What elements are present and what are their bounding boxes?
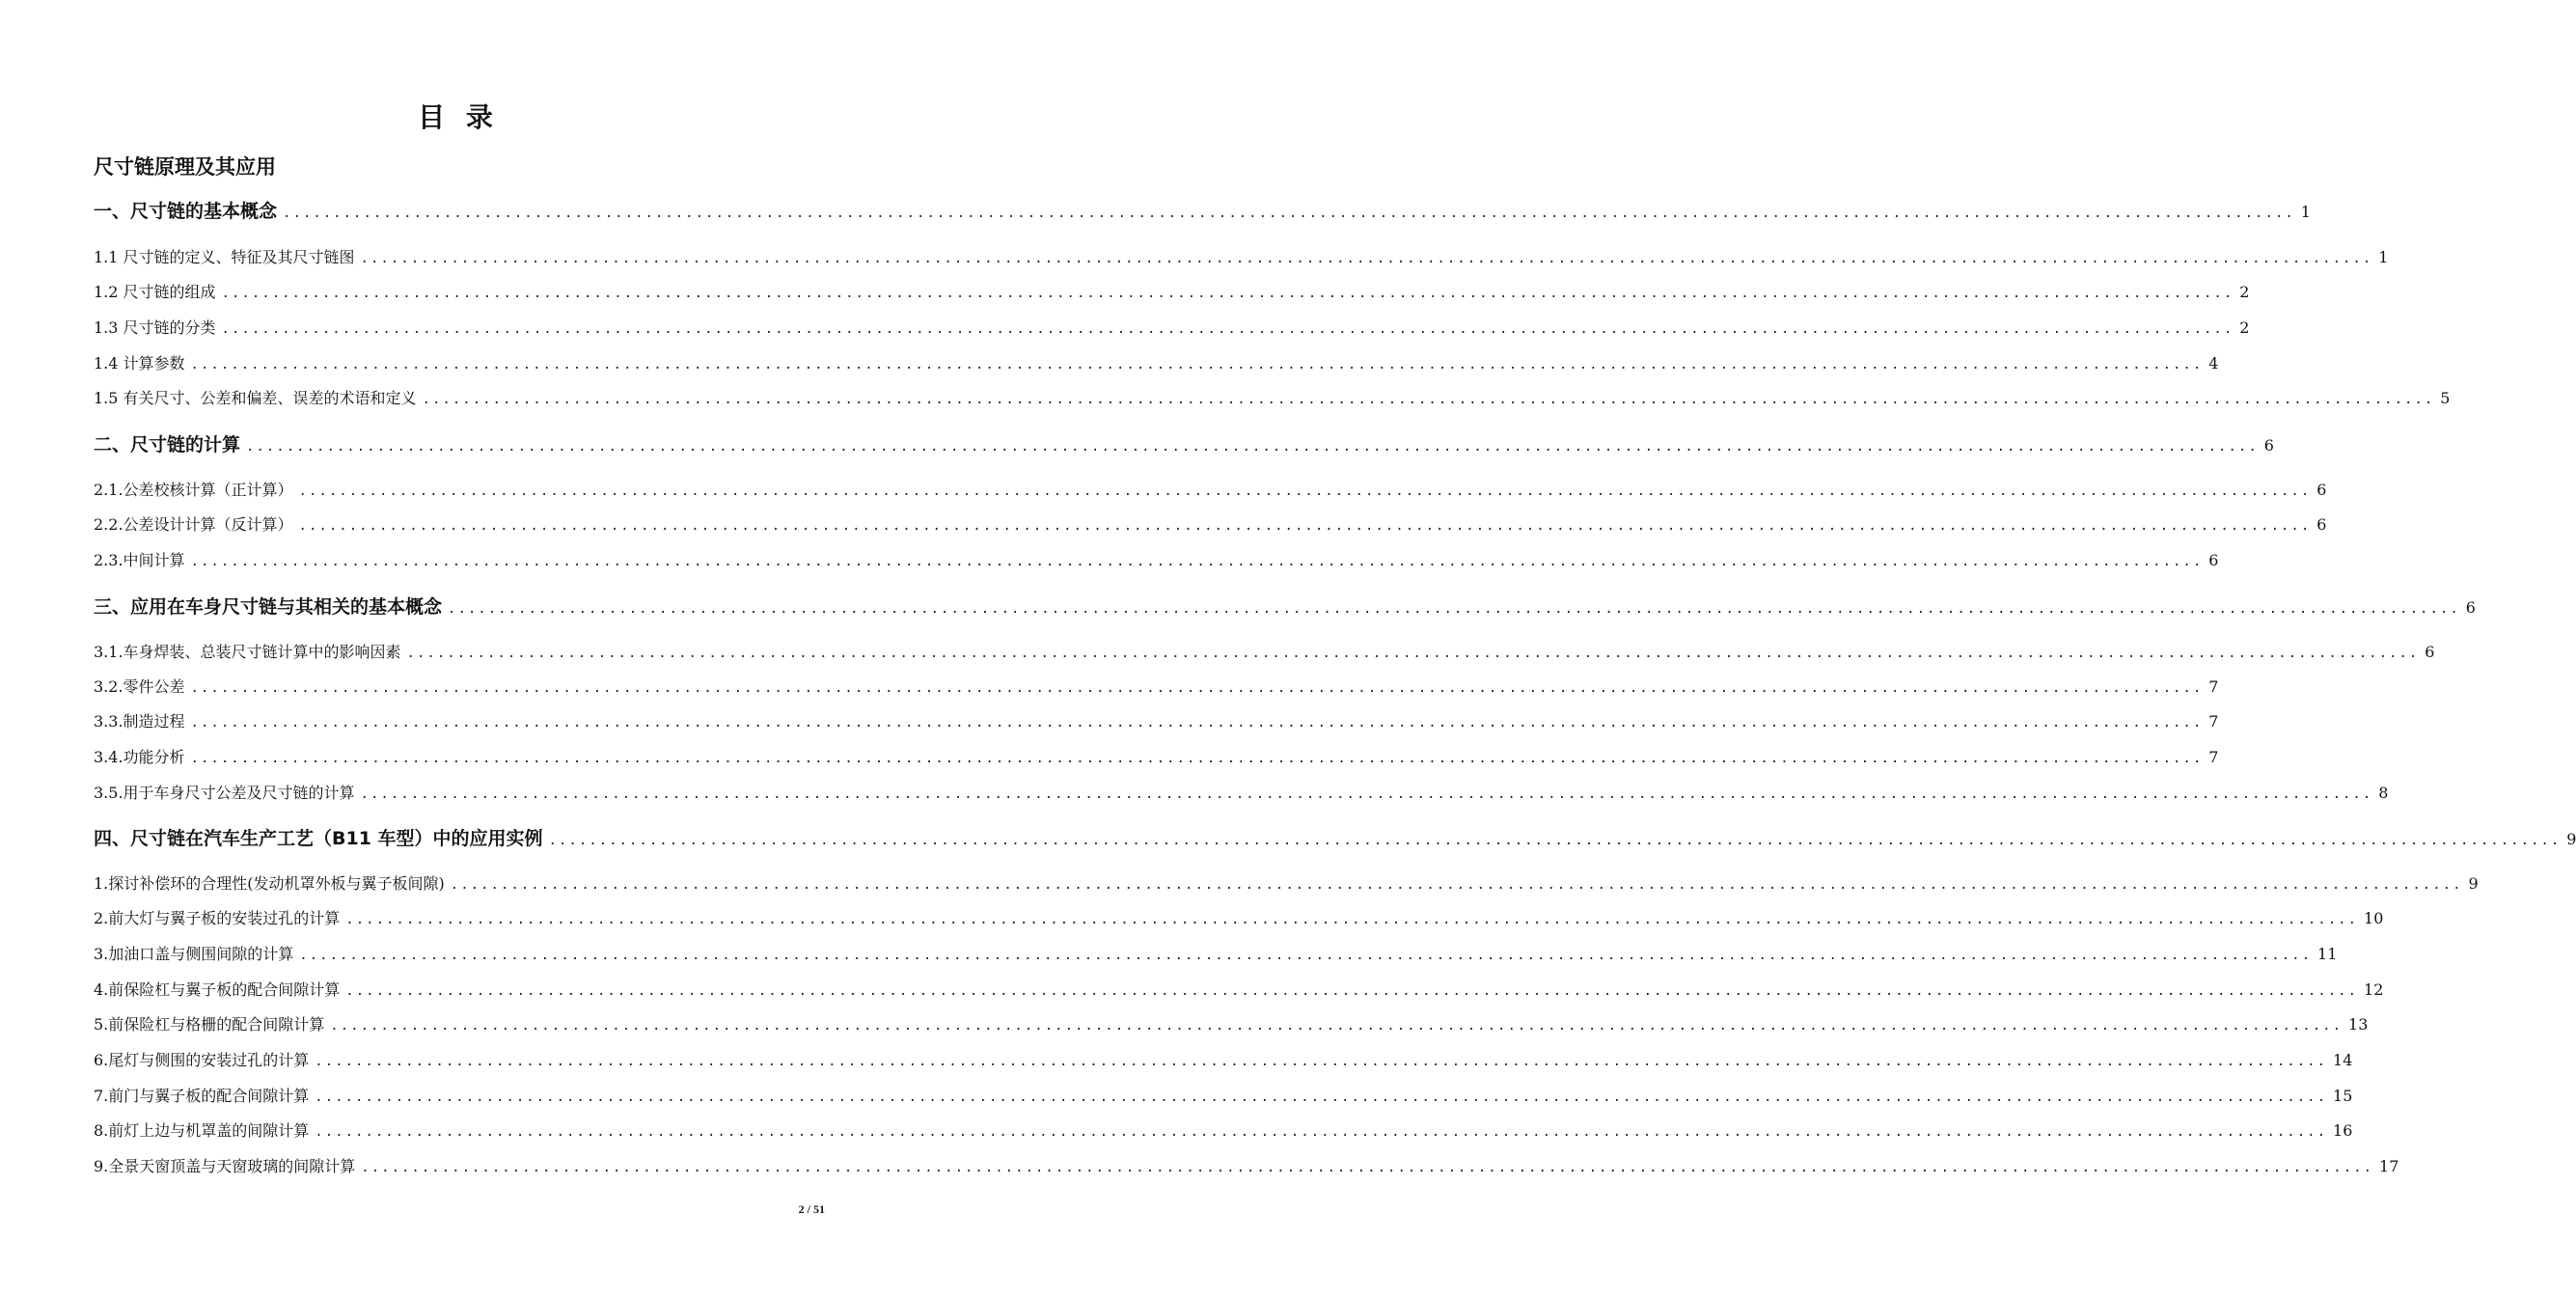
toc-section-entry[interactable] [94, 642, 2435, 665]
toc-section-entry[interactable] [94, 480, 2327, 503]
toc-entry-label: 2.2.公差设计计算（反计算） [94, 515, 293, 534]
dot-leader: ........................................................................................................................................................................................................ [221, 286, 2234, 301]
dot-leader: ........................................................................................................................................................................................................ [190, 554, 2204, 569]
toc-entry-label: 1.3 尺寸链的分类 [94, 318, 216, 337]
dot-leader: ........................................................................................................................................................................................................ [315, 1124, 2328, 1140]
toc-entry-page-number: 14 [2333, 1051, 2353, 1069]
page-indicator: 2 / 51 [798, 1202, 825, 1216]
toc-entry-label: 3.加油口盖与侧围间隙的计算 [94, 945, 294, 963]
dot-leader: ........................................................................................................................................................................................................ [345, 983, 2359, 999]
toc-section-entry[interactable] [94, 247, 2389, 270]
toc-chapter-entry[interactable] [94, 434, 2274, 457]
toc-entry-label: 3.4.功能分析 [94, 748, 185, 766]
toc-chapter-entry[interactable] [94, 828, 2576, 851]
toc-entry-page-number: 9 [2468, 874, 2479, 893]
toc-entry-label: 一、尺寸链的基本概念 [94, 201, 278, 222]
toc-entry-label: 9.全景天窗顶盖与天窗玻璃的间隙计算 [94, 1157, 356, 1175]
toc-entry-label: 4.前保险杠与翼子板的配合间隙计算 [94, 980, 341, 999]
dot-leader: ........................................................................................................................................................................................................ [190, 680, 2204, 696]
toc-entry-label: 1.4 计算参数 [94, 354, 185, 373]
toc-entry-page-number: 17 [2379, 1157, 2399, 1175]
toc-entry-page-number: 11 [2317, 945, 2338, 963]
toc-entry-label: 2.3.中间计算 [94, 551, 185, 569]
toc-entry-page-number: 6 [2263, 436, 2274, 455]
dot-leader: ........................................................................................................................................................................................................ [190, 357, 2204, 373]
toc-entry-page-number: 16 [2333, 1121, 2353, 1140]
dot-leader: ........................................................................................................................................................................................................ [190, 751, 2204, 766]
toc-section-entry[interactable] [94, 908, 2384, 931]
toc-entry-page-number: 12 [2364, 980, 2384, 999]
toc-section-entry[interactable] [94, 944, 2338, 967]
toc-entry-page-number: 8 [2378, 784, 2389, 802]
toc-entry-page-number: 1 [2300, 203, 2311, 221]
toc-entry-label: 8.前灯上边与机罩盖的间隙计算 [94, 1121, 310, 1140]
dot-leader: ........................................................................................................................................................................................................ [548, 833, 2562, 848]
toc-entry-page-number: 4 [2208, 354, 2219, 373]
dot-leader: ........................................................................................................................................................................................................ [361, 1160, 2374, 1175]
toc-section-entry[interactable] [94, 1014, 2369, 1037]
toc-section-entry[interactable] [94, 783, 2389, 806]
toc-section-entry[interactable] [94, 873, 2479, 897]
toc-section-entry[interactable] [94, 676, 2219, 700]
dot-leader: ........................................................................................................................................................................................................ [345, 912, 2359, 927]
toc-entry-page-number: 10 [2364, 909, 2384, 927]
toc-section-entry[interactable] [94, 317, 2250, 341]
toc-entry-label: 7.前门与翼子板的配合间隙计算 [94, 1087, 310, 1105]
toc-section-entry[interactable] [94, 980, 2384, 1003]
toc-section-entry[interactable] [94, 711, 2219, 734]
dot-leader: ........................................................................................................................................................................................................ [246, 439, 2259, 455]
toc-section-entry[interactable] [94, 747, 2219, 770]
toc-entry-page-number: 2 [2239, 283, 2250, 301]
dot-leader: ........................................................................................................................................................................................................ [298, 518, 2312, 534]
dot-leader: ........................................................................................................................................................................................................ [422, 392, 2435, 407]
toc-section-entry[interactable] [94, 1050, 2353, 1073]
toc-section-entry[interactable] [94, 1086, 2353, 1109]
dot-leader: ........................................................................................................................................................................................................ [315, 1090, 2328, 1105]
dot-leader: ........................................................................................................................................................................................................ [330, 1018, 2343, 1034]
toc-entry-label: 三、应用在车身尺寸链与其相关的基本概念 [94, 596, 443, 618]
toc-section-entry[interactable] [94, 282, 2250, 305]
document-subtitle: 尺寸链原理及其应用 [94, 155, 276, 179]
toc-entry-label: 2.1.公差校核计算（正计算） [94, 481, 293, 499]
dot-leader: ........................................................................................................................................................................................................ [448, 601, 2460, 617]
toc-entry-page-number: 7 [2208, 712, 2219, 731]
toc-entry-label: 3.3.制造过程 [94, 712, 185, 731]
toc-entry-label: 3.1.车身焊装、总装尺寸链计算中的影响因素 [94, 643, 401, 661]
toc-section-entry[interactable] [94, 514, 2327, 538]
toc-entry-page-number: 6 [2316, 481, 2327, 499]
toc-entry-page-number: 6 [2465, 598, 2476, 617]
toc-entry-label: 3.5.用于车身尺寸公差及尺寸链的计算 [94, 784, 355, 802]
toc-entry-page-number: 13 [2348, 1015, 2369, 1034]
dot-leader: ........................................................................................................................................................................................................ [315, 1054, 2328, 1069]
toc-entry-page-number: 1 [2378, 248, 2389, 266]
toc-section-entry[interactable] [94, 550, 2219, 573]
dot-leader: ........................................................................................................................................................................................................ [298, 483, 2312, 499]
dot-leader: ........................................................................................................................................................................................................ [360, 251, 2373, 266]
toc-entry-page-number: 7 [2208, 677, 2219, 696]
toc-entry-page-number: 5 [2440, 389, 2451, 407]
dot-leader: ........................................................................................................................................................................................................ [360, 786, 2373, 802]
toc-entry-label: 1.探讨补偿环的合理性(发动机罩外板与翼子板间隙) [94, 874, 445, 893]
toc-entry-label: 二、尺寸链的计算 [94, 434, 241, 455]
dot-leader: ........................................................................................................................................................................................................ [406, 646, 2420, 661]
toc-chapter-entry[interactable] [94, 596, 2476, 620]
toc-entry-page-number: 2 [2239, 318, 2250, 337]
toc-entry-page-number: 9 [2566, 830, 2576, 848]
toc-entry-page-number: 6 [2316, 515, 2327, 534]
toc-section-entry[interactable] [94, 1120, 2353, 1144]
dot-leader: ........................................................................................................................................................................................................ [450, 877, 2463, 893]
toc-entry-label: 1.2 尺寸链的组成 [94, 283, 216, 301]
toc-chapter-entry[interactable] [94, 201, 2311, 224]
toc-entry-page-number: 15 [2333, 1087, 2353, 1105]
toc-entry-label: 2.前大灯与翼子板的安装过孔的计算 [94, 909, 341, 927]
dot-leader: ........................................................................................................................................................................................................ [299, 948, 2313, 963]
toc-entry-page-number: 7 [2208, 748, 2219, 766]
toc-entry-label: 1.1 尺寸链的定义、特征及其尺寸链图 [94, 248, 355, 266]
dot-leader: ........................................................................................................................................................................................................ [190, 715, 2204, 731]
toc-section-entry[interactable] [94, 1156, 2399, 1179]
toc-entry-label: 1.5 有关尺寸、公差和偏差、误差的术语和定义 [94, 389, 417, 407]
toc-section-entry[interactable] [94, 388, 2451, 411]
toc-title: 目 录 [418, 101, 499, 133]
toc-entry-label: 3.2.零件公差 [94, 677, 185, 696]
toc-entry-label: 四、尺寸链在汽车生产工艺（B11 车型）中的应用实例 [94, 828, 543, 849]
toc-entry-page-number: 6 [2208, 551, 2219, 569]
dot-leader: ........................................................................................................................................................................................................ [283, 206, 2295, 221]
toc-section-entry[interactable] [94, 353, 2219, 376]
toc-entry-page-number: 6 [2425, 643, 2435, 661]
dot-leader: ........................................................................................................................................................................................................ [221, 321, 2234, 337]
toc-entry-label: 5.前保险杠与格栅的配合间隙计算 [94, 1015, 325, 1034]
toc-entry-label: 6.尾灯与侧围的安装过孔的计算 [94, 1051, 310, 1069]
